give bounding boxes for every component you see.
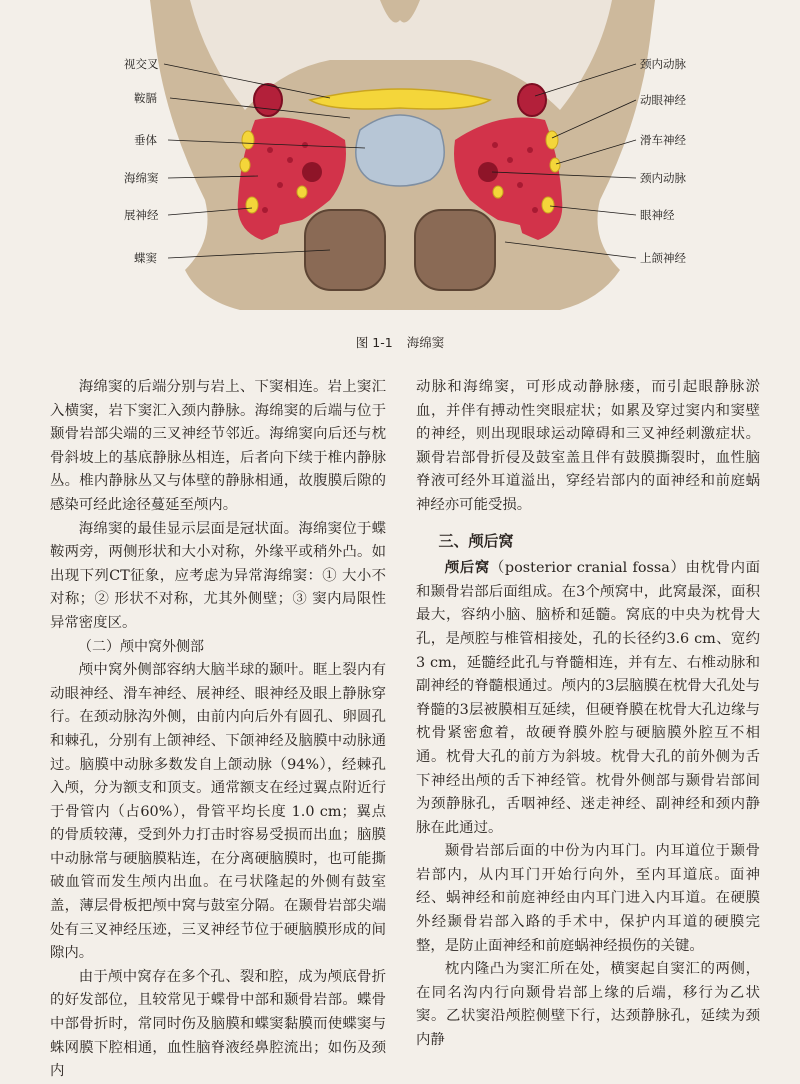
label-pituitary: 垂体 bbox=[134, 133, 157, 147]
caption-number: 图 1-1 bbox=[355, 335, 393, 350]
label-diaphragma-sellae: 鞍膈 bbox=[134, 91, 157, 105]
label-abducens-nerve: 展神经 bbox=[124, 208, 159, 222]
label-optic-chiasm: 视交叉 bbox=[124, 57, 159, 71]
label-oculomotor-nerve: 动眼神经 bbox=[640, 93, 686, 107]
paragraph: 枕内隆凸为窦汇所在处，横窦起自窦汇的两侧，在同名沟内行向颞骨岩部上缘的后端，移行为乙状窦。乙状窦沿颅腔侧壁下行，达颈静脉孔，延续为颈内静 bbox=[416, 961, 760, 1049]
paragraph: 由于颅中窝存在多个孔、裂和腔，成为颅底骨折的好发部位，且较常见于蝶骨中部和颞骨岩部。蝶骨中部骨折时，常同时伤及脑膜和蝶窦黏膜而使蝶窦与蛛网膜下腔相通，血性脑脊液经鼻腔流出；如伤及颈内 bbox=[50, 968, 386, 1080]
label-trochlear-nerve: 滑车神经 bbox=[640, 133, 686, 147]
label-ophthalmic-nerve: 眼神经 bbox=[640, 208, 675, 222]
right-column bbox=[416, 376, 760, 1053]
figure-cavernous-sinus bbox=[0, 0, 800, 372]
section-heading: 三、颅后窝 bbox=[438, 531, 514, 550]
paragraph: 动脉和海绵窦，可形成动静脉瘘，而引起眼静脉淤血，并伴有搏动性突眼症状；如累及穿过窦内和窦壁的神经，则出现眼球运动障碍和三叉神经刺激症状。颞骨岩部骨折侵及鼓室盖且伴有鼓膜撕裂时，血性脑脊液可经外耳道溢出，穿经岩部内的面神经和前庭蜗神经亦可能受损。 bbox=[416, 379, 760, 513]
paragraph: 海绵窦的后端分别与岩上、下窦相连。岩上窦汇入横窦，岩下窦汇入颈内静脉。海绵窦的后端与位于颞骨岩部尖端的三叉神经节邻近。海绵窦向后还与枕骨斜坡上的基底静脉丛相连，后者向下续于椎内静脉丛。椎内静脉丛又与体壁的静脉相通，故腹膜后隙的感染可经此途径蔓延至颅内。 bbox=[50, 379, 386, 513]
paragraph bbox=[416, 557, 760, 840]
label-sphenoid-sinus: 蝶窦 bbox=[134, 251, 157, 265]
label-internal-carotid-1: 颈内动脉 bbox=[640, 57, 686, 71]
left-column bbox=[50, 376, 386, 1084]
paragraph: 海绵窦的最佳显示层面是冠状面。海绵窦位于蝶鞍两旁，两侧形状和大小对称，外缘平或稍外凸。如出现下列CT征象，应考虑为异常海绵窦：① 大小不对称；② 形状不对称，尤其外侧壁；③ 窦内局限性异常密度区。 bbox=[50, 520, 386, 631]
term-lead: 颅后窝 bbox=[444, 560, 490, 577]
paragraph-body: （posterior cranial fossa）由枕骨内面和颞骨岩部后面组成。在3个颅窝中，此窝最深，面积最大，容纳小脑、脑桥和延髓。窝底的中央为枕骨大孔，是颅腔与椎管相接处，孔的长径约3.6 cm、宽约3 cm，延髓经此孔与脊髓相连，并有左、右椎动脉和副神经的脊髓根通过。颅内的3层脑膜在枕骨大孔处与脊髓的3层被膜相互延续，但硬脊膜在枕骨大孔边缘与枕骨紧密愈着，故硬脊膜外腔与硬脑膜外腔互不相通。枕骨大孔的前方为斜坡。枕骨大孔的前外侧为舌下神经出颅的舌下神经管。枕骨外侧部与颞骨岩部间为颈静脉孔，舌咽神经、迷走神经、副神经和颈内静脉在此通过。 bbox=[416, 560, 760, 836]
paragraph: 颞骨岩部后面的中份为内耳门。内耳道位于颞骨岩部内，从内耳门开始行向外，至内耳道底。面神经、蜗神经和前庭神经由内耳门进入内耳道。在硬膜外经颞骨岩部入路的手术中，保护内耳道的硬膜完整，是防止面神经和前庭蜗神经损伤的关键。 bbox=[416, 843, 760, 954]
subsection-heading: （二）颅中窝外侧部 bbox=[78, 638, 204, 655]
figure-caption bbox=[0, 333, 800, 351]
label-internal-carotid-2: 颈内动脉 bbox=[640, 171, 686, 185]
label-maxillary-nerve: 上颌神经 bbox=[640, 251, 686, 265]
paragraph: 颅中窝外侧部容纳大脑半球的颞叶。眶上裂内有动眼神经、滑车神经、展神经、眼神经及眼上静脉穿行。在颈动脉沟外侧，由前内向后外有圆孔、卵圆孔和棘孔，分别有上颌神经、下颌神经及脑膜中动脉通过。脑膜中动脉多数发自上颌动脉（94%），经棘孔入颅，分为额支和顶支。通常额支在经过翼点附近行于骨管内（占60%），骨管平均长度 1.0 cm；翼点的骨质较薄，受到外力打击时容易受损而出血；脑膜中动脉常与硬脑膜粘连，在分离硬脑膜时，也可能撕破血管而发生颅内出血。在弓状隆起的外侧有鼓室盖，薄层骨板把颅中窝与鼓室分隔。在颞骨岩部尖端处有三叉神经压迹，三叉神经节位于硬脑膜形成的间隙内。 bbox=[50, 662, 386, 962]
label-cavernous-sinus: 海绵窦 bbox=[124, 171, 159, 185]
caption-title: 海绵窦 bbox=[406, 335, 445, 350]
